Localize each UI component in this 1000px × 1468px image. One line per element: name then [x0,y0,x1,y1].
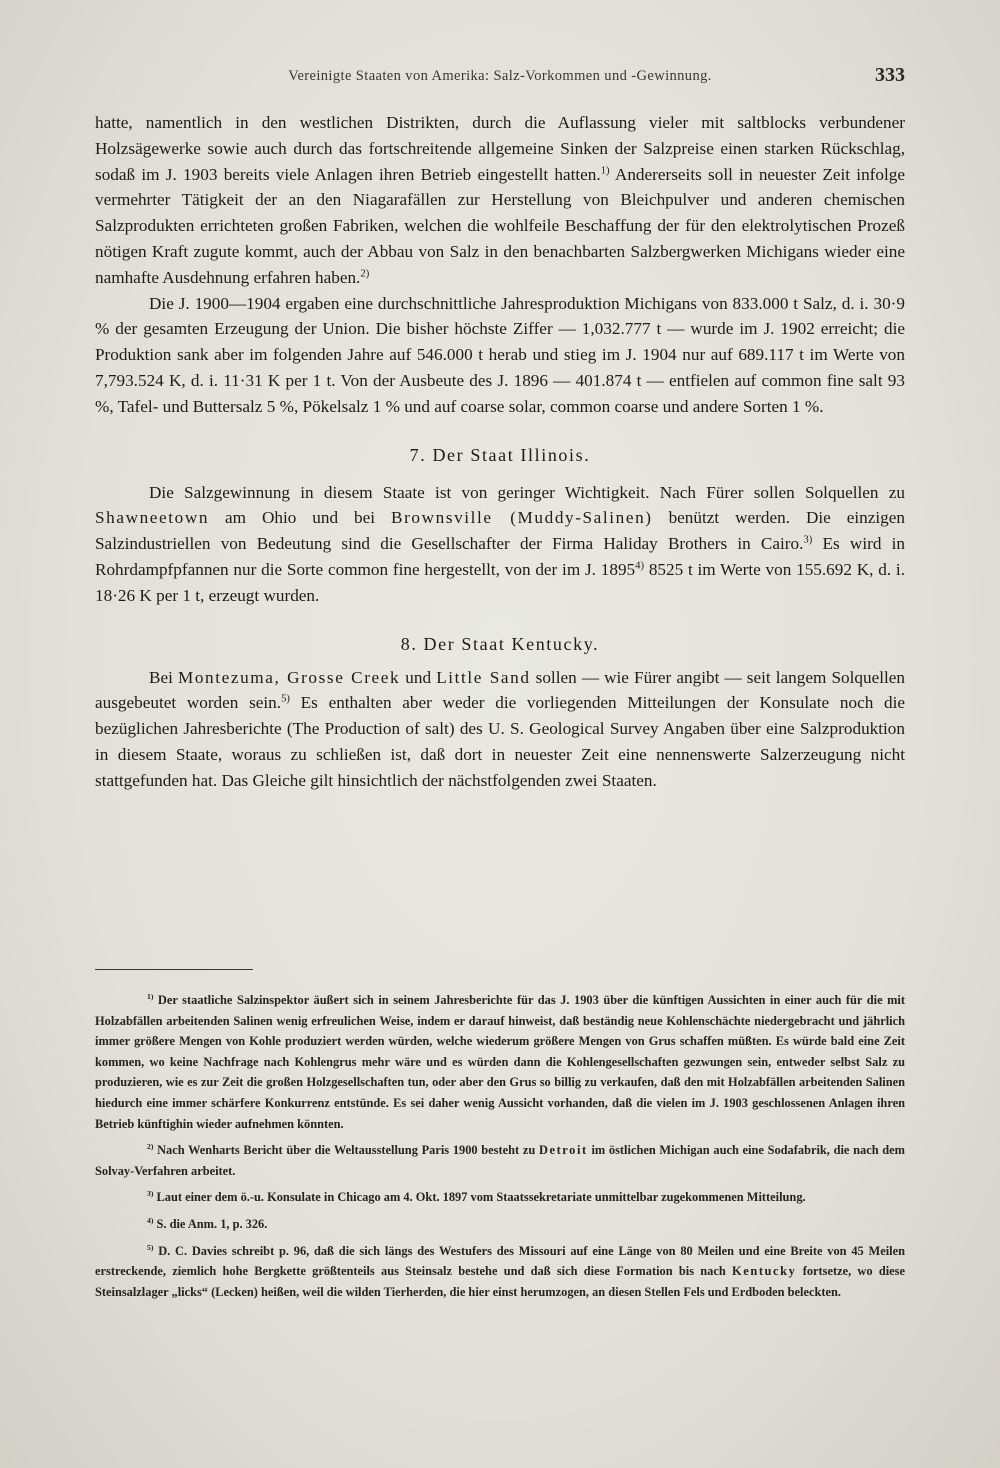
footnote-marker: 2) [147,1142,154,1152]
paragraph-michigan-production: Die J. 1900—1904 ergaben eine durchschnittliche Jahresproduktion Michigans von 833.000 t Salz, d. i. 30·9 % der gesamten Erzeugung der Union. Die bisher höchste Ziffer — 1,032.777 t — wurde im J. 1902 erreicht; die Produktion sank aber im folgenden Jahre auf 546.000 t herab und stieg im J. 1904 nur auf 689.117 t im Werte von 7,793.524 K, d. i. 11·31 K per 1 t. Von der Ausbeute des J. 1896 — 401.874 t — entfielen auf common fine salt 93 %, Tafel- und Buttersalz 5 %, Pökelsalz 1 % und auf coarse solar, common coarse und andere Sorten 1 %. [95,293,905,416]
running-title: Vereinigte Staaten von Amerika: Salz-Vorkommen und -Gewinnung. [288,68,712,84]
paragraph-michigan-decline [95,110,905,291]
footnote-ref-3: 3) [803,534,813,546]
footnote-ref-4: 4) [635,560,645,572]
place-name: Little Sand [436,667,531,687]
footnote-text: D. C. Davies schreibt p. 96, daß die sich längs des Westufers des Missouri auf eine Länge von 80 Meilen und eine Breite von 45 Meilen erstreckende, ziemlich hohe Bergkette größtenteils aus Steinsalz bestehe und daß sich diese Formation bis nach [95,1243,905,1279]
text-run: und [400,667,437,687]
footnote-text: im östlichen Michigan auch eine Sodafabrik, die nach dem Solvay-Verfahren arbeitet. [95,1143,905,1178]
footnote-1 [95,990,905,1134]
page-number: 333 [875,64,905,86]
footnote-marker: 5) [147,1242,154,1252]
place-name: Kentucky [732,1264,797,1279]
place-name: Montezuma, Grosse Creek [177,667,401,687]
text-run: am Ohio und bei [209,508,392,528]
text-run: Es wird in Rohrdampfpfannen nur die Sorte common fine hergestellt, von der im J. 1895 [95,534,905,579]
running-head [95,62,905,92]
paragraph-kentucky [95,665,905,794]
footnote-marker: 1) [147,991,154,1001]
footnote-2 [95,1140,905,1181]
text-run: Andererseits soll in neuester Zeit infolge vermehrter Tätigkeit der an den Niagarafällen zur Herstellung von Bleichpulver und anderen chemischen Salzprodukten errichteten großen Fabriken, welchen die wohlfeile Beschaffung der für den elektrolytischen Prozeß nötigen Kraft zugute kommt, auch der Abbau von Salz in den benachbarten Salzbergwerken Michigans wieder eine namhafte Ausdehnung erfahren haben. [95,164,905,287]
footnote-marker: 4) [147,1215,154,1225]
body-text [95,110,905,794]
section-heading-kentucky: 8. Der Staat Kentucky. [400,633,600,654]
footnote-ref-1: 1) [600,164,610,176]
footnote-text: Der staatliche Salzinspektor äußert sich in seinem Jahresberichte für das J. 1903 über die künftigen Aussichten in einer auch für die mit Holzabfällen arbeitenden Salinen wenig erfreulichen Weise, indem er darauf hinweist, daß beständig neue Kohlenschächte niedergebracht und jährlich immer größere Mengen von Kohle produziert werden würden, welche wiederum größere Mengen von Grus schaffen müßten. Es würde bald eine Zeit kommen, wo keine Nachfrage nach Kohlengrus mehr wäre und es würden dann die Kohlengesellschaften gezwungen sein, entweder selbst Salz zu produzieren, wie es zur Zeit die großen Holzgesellschaften tun, oder aber den Grus so billig zu verkaufen, daß den mit Holzabfällen arbeitenden Salinen hiedurch eine immer schärfere Konkurrenz entstünde. Es sei daher wenig Aussicht vorhanden, daß die vielen im J. 1903 geschlossenen Anlagen ihren Betrieb künftighin wieder aufnehmen könnten. [95,993,905,1131]
text-run: sollen — wie Fürer angibt — seit langem Solquellen ausgebeutet worden sein. [95,667,905,713]
paragraph-illinois [95,480,905,609]
footnote-3 [95,1187,905,1208]
footnote-text: Nach Wenharts Bericht über die Weltausstellung Paris 1900 besteht zu [153,1143,539,1158]
place-name: Brownsville (Muddy-Salinen) [391,508,653,528]
place-name: Detroit [538,1143,588,1158]
footnotes [95,990,905,1308]
footnote-divider [95,969,253,970]
footnote-text: Laut einer dem ö.-u. Konsulate in Chicago am 4. Okt. 1897 vom Staatssekretariate unmittelbar zugekommenen Mitteilung. [153,1190,806,1205]
place-name: Shawneetown [95,508,210,528]
text-run: benützt werden. Die einzigen Salzindustriellen von Bedeutung sind die Gesellschafter der Firma Haliday Brothers in Cairo. [95,508,905,554]
footnote-4 [95,1214,905,1235]
footnote-marker: 3) [147,1189,154,1199]
footnote-ref-2: 2) [360,268,370,280]
text-run: hatte, namentlich in den westlichen Distrikten, durch die Auflassung vieler mit saltblocks verbundener Holzsägewerke sowie auch durch das fortschreitende allgemeine Sinken der Salzpreise einen starken Rückschlag, sodaß im J. 1903 bereits viele Anlagen ihren Betrieb eingestellt hatten. [95,113,905,184]
footnote-ref-5: 5) [281,693,290,705]
text-run: Die Salzgewinnung in diesem Staate ist von geringer Wichtigkeit. Nach Fürer sollen Solquellen zu [149,482,905,502]
footnote-text: S. die Anm. 1, p. 326. [153,1216,268,1231]
text-run: Es enthalten aber weder die vorliegenden Mitteilungen der Konsulate noch die bezüglichen Jahresberichte (The Production of salt) des U. S. Geological Survey Angaben über eine Salzproduktion in diesem Staate, woraus zu schließen ist, daß dort in neuester Zeit eine nennenswerte Salzerzeugung nicht stattgefunden hat. Das Gleiche gilt hinsichtlich der nächstfolgenden zwei Staaten. [95,693,905,790]
text-run: 8525 t im Werte von 155.692 K, d. i. 18·26 K per 1 t, erzeugt wurden. [95,559,905,605]
section-heading-illinois: 7. Der Staat Illinois. [409,444,591,465]
footnote-text: fortsetze, wo diese Steinsalzlager „licks“ (Lecken) heißen, weil die wilden Tierherden, die hier einst herumzogen, an diesen Stellen Fels und Erdboden beleckten. [95,1264,905,1299]
footnote-5 [95,1241,905,1303]
text-run: Bei [149,667,178,687]
